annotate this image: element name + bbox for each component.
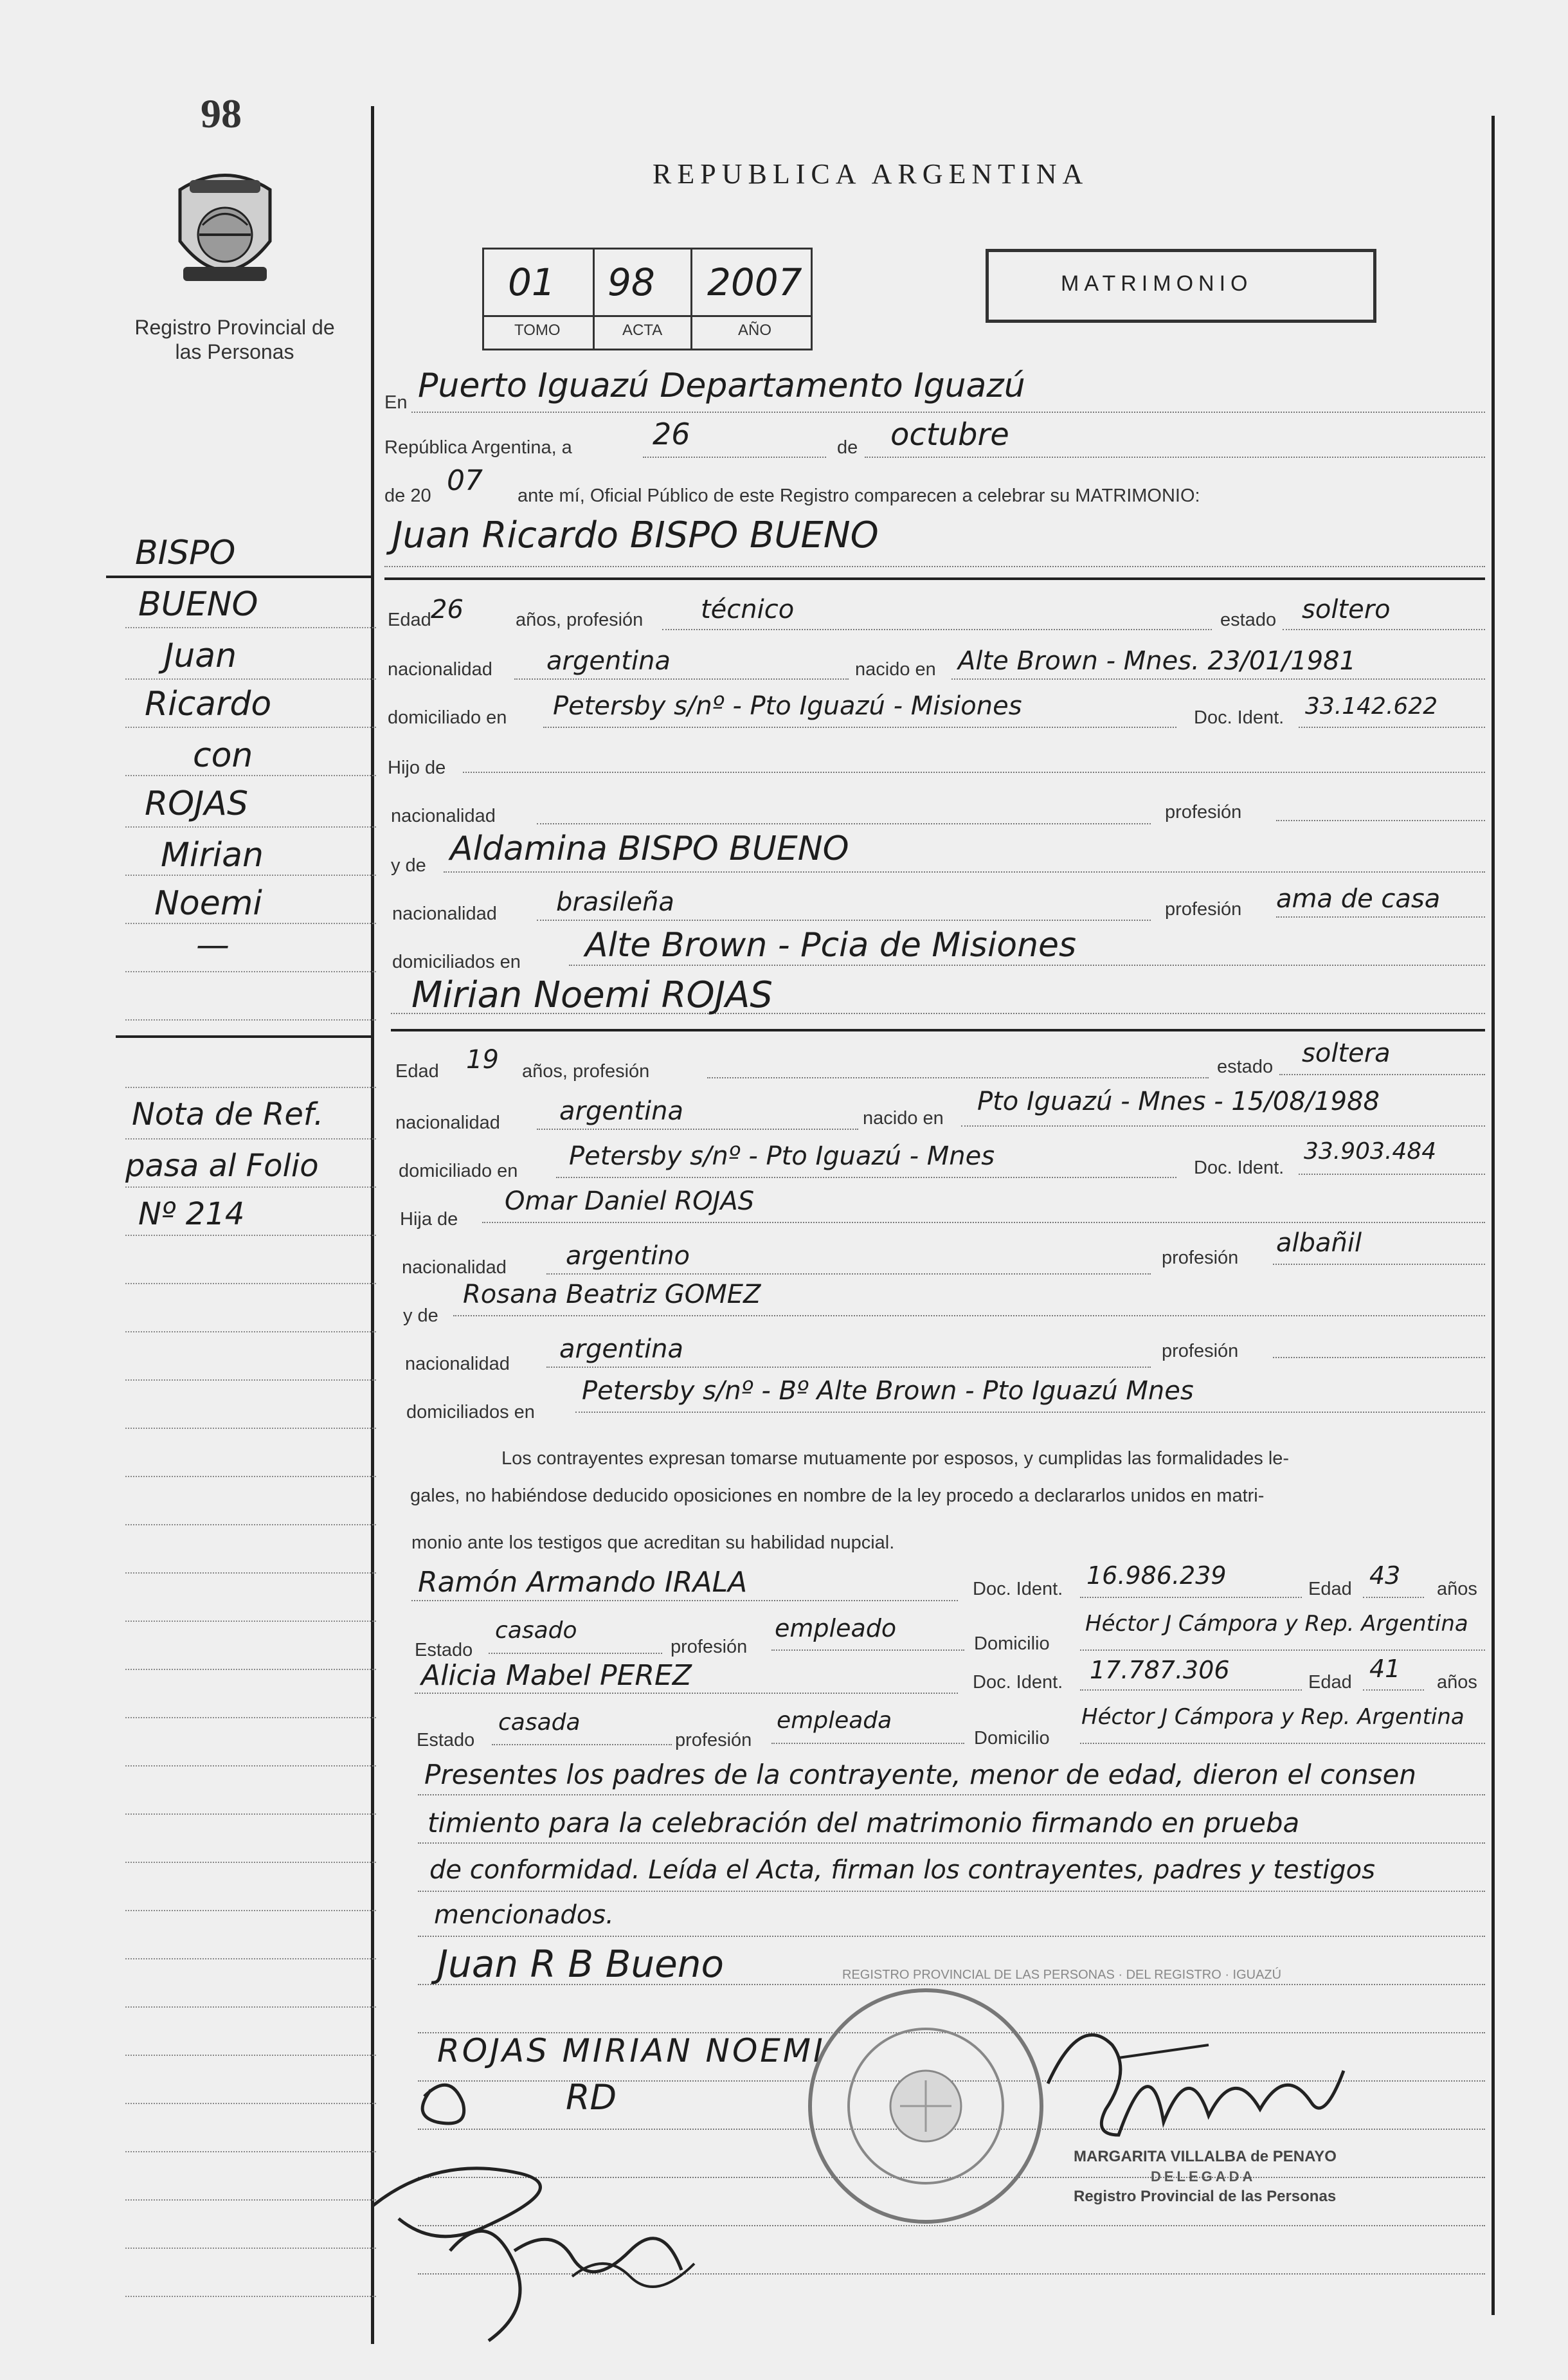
bride-nacionalidad: argentina	[559, 1096, 683, 1126]
bride-anos-label: años, profesión	[522, 1061, 650, 1082]
en-label: En	[384, 392, 408, 413]
groom-estado-label: estado	[1220, 610, 1277, 630]
witness1-anos-label: años	[1437, 1579, 1477, 1599]
official-org: Registro Provincial de las Personas	[1074, 2188, 1337, 2205]
bride-padre-prof: albañil	[1276, 1228, 1362, 1258]
anio-label: AÑO	[738, 322, 772, 339]
tomo-value: 01	[508, 260, 555, 304]
witness2-estado: casada	[498, 1709, 581, 1736]
tomo-label: TOMO	[514, 322, 561, 339]
official-role: DELEGADA	[1151, 2168, 1256, 2185]
witness1-doc: 16.986.239	[1086, 1561, 1227, 1590]
bride-padres-dom: Petersby s/nº - Bº Alte Brown - Pto Iguazú Mnes	[582, 1376, 1194, 1406]
page-number: 98	[201, 91, 242, 136]
witness2-estado-label: Estado	[417, 1730, 475, 1750]
republica-label: República Argentina, a	[384, 437, 572, 458]
bride-doc: 33.903.484	[1304, 1138, 1437, 1165]
witness2-edad: 41	[1369, 1655, 1401, 1683]
bride-doc-label: Doc. Ident.	[1194, 1158, 1284, 1178]
groom-doms-label: domiciliados en	[392, 952, 521, 972]
groom-profesion: técnico	[701, 595, 795, 624]
witness2-profesion: empleada	[777, 1707, 892, 1734]
groom-madre-nac-label: nacionalidad	[392, 904, 497, 924]
witness2-dom-label: Domicilio	[974, 1728, 1050, 1749]
witness1-prof-label: profesión	[671, 1637, 748, 1657]
witness1-doc-label: Doc. Ident.	[973, 1579, 1063, 1599]
left-column-rule	[371, 106, 374, 2344]
witness1-edad-label: Edad	[1308, 1579, 1352, 1599]
bride-estado-label: estado	[1217, 1057, 1274, 1077]
groom-anos-label: años, profesión	[516, 610, 644, 630]
witness2-anos-label: años	[1437, 1672, 1477, 1693]
registry-stamp-icon	[800, 1977, 1051, 2235]
bride-doms-label: domiciliados en	[406, 1402, 535, 1422]
margin-note2: pasa al Folio	[125, 1148, 319, 1184]
groom-yde-label: y de	[391, 855, 426, 876]
groom-edad-label: Edad	[388, 610, 431, 630]
bride-madre-prof-label: profesión	[1162, 1341, 1239, 1361]
groom-signature: Juan R B Bueno	[437, 1942, 725, 1986]
witness1-estado-label: Estado	[415, 1640, 473, 1660]
witness1-name: Ramón Armando IRALA	[418, 1566, 748, 1599]
witness2-prof-label: profesión	[675, 1730, 752, 1750]
bride-edad-label: Edad	[395, 1061, 439, 1082]
margin-name1: Juan	[164, 637, 237, 675]
groom-estado: soltero	[1302, 595, 1391, 624]
right-border-rule	[1491, 116, 1495, 2315]
act-type: MATRIMONIO	[1061, 271, 1253, 296]
witness2-name: Alicia Mabel PEREZ	[421, 1659, 692, 1692]
groom-nacido-label: nacido en	[855, 659, 936, 680]
notes-line1: Presentes los padres de la contrayente, menor de edad, dieron el consen	[424, 1759, 1416, 1790]
bride-domicilio: Petersby s/nº - Pto Iguazú - Mnes	[569, 1141, 995, 1171]
place-value: Puerto Iguazú Departamento Iguazú	[418, 367, 1025, 405]
groom-domicilio: Petersby s/nº - Pto Iguazú - Misiones	[553, 691, 1022, 721]
groom-padre-nac-label: nacionalidad	[391, 806, 496, 826]
bride-nacido: Pto Iguazú - Mnes - 15/08/1988	[977, 1087, 1380, 1116]
witness1-estado: casado	[495, 1617, 577, 1644]
groom-madre: Aldamina BISPO BUENO	[450, 830, 849, 868]
margin-name4: Noemi	[154, 884, 262, 923]
margin-surname3: ROJAS	[145, 785, 248, 823]
handwritten-signatures-icon	[360, 2058, 823, 2366]
month-value: octubre	[890, 417, 1009, 453]
groom-nacionalidad: argentina	[546, 646, 671, 676]
groom-dom-label: domiciliado en	[388, 707, 507, 728]
margin-surname2: BUENO	[138, 585, 258, 624]
witness2-edad-label: Edad	[1308, 1672, 1352, 1693]
registry-name: Registro Provincial de las Personas	[134, 316, 335, 363]
groom-nac-label: nacionalidad	[388, 659, 492, 680]
bride-edad: 19	[466, 1045, 499, 1075]
bride-hija-label: Hija de	[400, 1209, 458, 1230]
bride-madre-nac-label: nacionalidad	[405, 1354, 510, 1374]
bride-yde-label: y de	[403, 1305, 438, 1326]
official-name: MARGARITA VILLALBA de PENAYO	[1074, 2148, 1337, 2165]
country-title: REPUBLICA ARGENTINA	[653, 158, 1089, 190]
official-signature-icon	[1041, 2006, 1350, 2161]
province-seal-icon	[164, 164, 286, 299]
notes-line3: de conformidad. Leída el Acta, firman los contrayentes, padres y testigos	[429, 1855, 1375, 1885]
anio-value: 2007	[707, 260, 802, 304]
bride-dom-label: domiciliado en	[399, 1161, 518, 1181]
bride-padre-nac-label: nacionalidad	[402, 1257, 507, 1278]
witness1-dom-label: Domicilio	[974, 1633, 1050, 1654]
notes-line2: timiento para la celebración del matrimonio firmando en prueba	[428, 1807, 1300, 1839]
bride-madre: Rosana Beatriz GOMEZ	[463, 1280, 761, 1309]
groom-nacido: Alte Brown - Mnes. 23/01/1981	[958, 646, 1356, 676]
bride-padre-nac: argentino	[566, 1241, 690, 1271]
bride-name: Mirian Noemi ROJAS	[411, 974, 773, 1016]
bride-estado: soltera	[1302, 1039, 1391, 1068]
bride-madre-nac: argentina	[559, 1334, 683, 1364]
groom-doc: 33.142.622	[1305, 693, 1438, 720]
witness2-doc: 17.787.306	[1090, 1656, 1230, 1684]
declaration-line1: Los contrayentes expresan tomarse mutuamente por esposos, y cumplidas las formalidades le-	[501, 1448, 1290, 1469]
ante-text: ante mí, Oficial Público de este Registro comparecen a celebrar su MATRIMONIO:	[518, 486, 1200, 506]
rd-signature: RD	[566, 2077, 617, 2118]
stamp-text: REGISTRO PROVINCIAL DE LAS PERSONAS · DEL REGISTRO · IGUAZÚ	[842, 1968, 1282, 1982]
witness1-edad: 43	[1369, 1561, 1401, 1590]
year-suffix-value: 07	[447, 464, 483, 497]
de-label: de	[837, 437, 858, 458]
margin-note3: Nº 214	[138, 1196, 245, 1232]
groom-padre-prof-label: profesión	[1165, 802, 1242, 822]
acta-label: ACTA	[622, 322, 663, 339]
notes-line4: mencionados.	[434, 1900, 614, 1930]
groom-madre-prof-label: profesión	[1165, 899, 1242, 920]
margin-surname1: BISPO	[135, 534, 236, 572]
witness2-domicilio: Héctor J Cámpora y Rep. Argentina	[1081, 1704, 1464, 1730]
margin-name2: Ricardo	[145, 685, 272, 723]
groom-madre-nac: brasileña	[556, 887, 674, 917]
bride-nacido-label: nacido en	[863, 1108, 944, 1129]
margin-name3: Mirian	[161, 836, 264, 875]
witness1-domicilio: Héctor J Cámpora y Rep. Argentina	[1085, 1611, 1468, 1637]
bride-padre-prof-label: profesión	[1162, 1248, 1239, 1268]
margin-dash: —	[196, 926, 230, 965]
groom-hijo-label: Hijo de	[388, 758, 446, 778]
declaration-line3: monio ante los testigos que acreditan su habilidad nupcial.	[411, 1532, 895, 1553]
witness1-profesion: empleado	[775, 1614, 897, 1642]
bride-nac-label: nacionalidad	[395, 1113, 500, 1133]
year-prefix-label: de 20	[384, 486, 431, 506]
groom-edad: 26	[431, 595, 464, 624]
declaration-line2: gales, no habiéndose deducido oposiciones en nombre de la ley procedo a declararlos unidos en matri-	[410, 1485, 1265, 1506]
margin-con: con	[193, 736, 253, 775]
witness2-doc-label: Doc. Ident.	[973, 1672, 1063, 1693]
groom-padres-dom: Alte Brown - Pcia de Misiones	[585, 926, 1077, 965]
bride-padre: Omar Daniel ROJAS	[505, 1186, 755, 1216]
margin-note1: Nota de Ref.	[132, 1096, 324, 1132]
bride-signature: ROJAS MIRIAN NOEMI	[437, 2032, 825, 2069]
day-value: 26	[653, 417, 690, 451]
groom-name: Juan Ricardo BISPO BUENO	[392, 514, 879, 556]
acta-value: 98	[608, 260, 655, 304]
groom-doc-label: Doc. Ident.	[1194, 707, 1284, 728]
groom-madre-prof: ama de casa	[1276, 884, 1441, 914]
